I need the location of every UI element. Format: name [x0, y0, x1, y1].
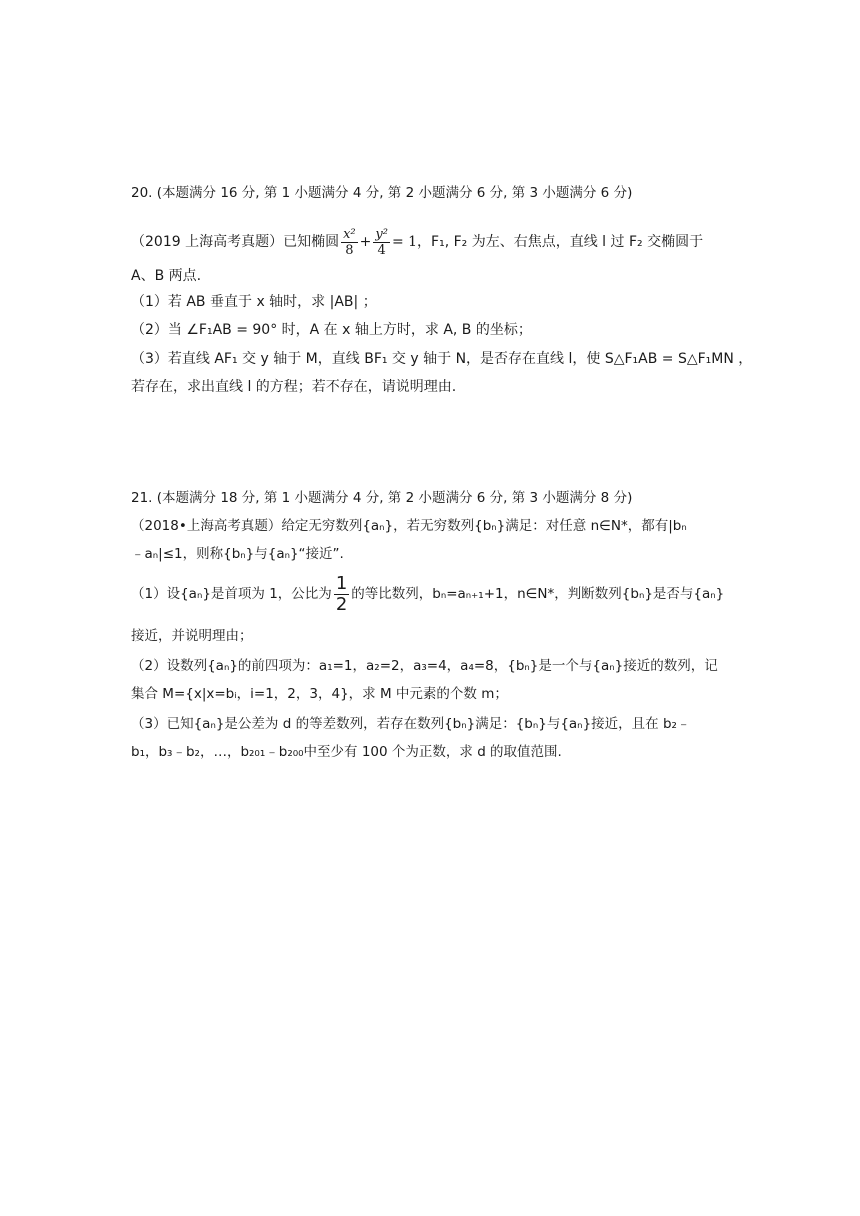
q20-intro-foci: ，F₁, F₂ 为左、右焦点，直线 l 过 F₂ 交椭圆于	[417, 234, 704, 250]
q21-part3-line2: b₁，b₃﹣b₂，…，b₂₀₁﹣b₂₀₀中至少有 100 个为正数，求 d 的取值范围.	[131, 744, 562, 760]
ratio-numerator: 1	[335, 572, 348, 594]
q21-part1-line1	[131, 572, 724, 616]
q21-intro-line2: ﹣aₙ|≤1，则称{bₙ}与{aₙ}“接近”.	[131, 546, 344, 562]
q20-part1: （1）若 AB 垂直于 x 轴时，求 |AB| ；	[131, 294, 377, 310]
q20-intro-line2: A、B 两点.	[131, 268, 202, 284]
ellipse-y-numerator: y²	[375, 226, 388, 242]
q20-part3-line2: 若存在，求出直线 l 的方程；若不存在，请说明理由.	[131, 379, 457, 395]
q20-part2: （2）当 ∠F₁AB = 90° 时，A 在 x 轴上方时，求 A, B 的坐标；	[131, 322, 532, 338]
ellipse-y-denominator: 4	[377, 242, 386, 258]
ellipse-equals: = 1	[391, 234, 418, 250]
q21-part1-line2: 接近，并说明理由；	[131, 628, 253, 644]
q21-part1-post: 的等比数列，bₙ=aₙ₊₁+1，n∈N*，判断数列{bₙ}是否与{aₙ}	[351, 586, 725, 602]
q21-part3-line1: （3）已知{aₙ}是公差为 d 的等差数列，若存在数列{bₙ}满足：{bₙ}与{aₙ}接近，且在 b₂﹣	[131, 716, 691, 732]
q20-intro-pre: （2019 上海高考真题）已知椭圆	[131, 234, 340, 250]
ellipse-x-fraction	[341, 227, 358, 258]
ellipse-x-denominator: 8	[345, 242, 354, 258]
ellipse-x-numerator: x²	[343, 226, 356, 242]
q20-header: 20. (本题满分 16 分, 第 1 小题满分 4 分, 第 2 小题满分 6 分, 第 3 小题满分 6 分)	[131, 185, 633, 201]
q21-intro-line1: （2018•上海高考真题）给定无穷数列{aₙ}，若无穷数列{bₙ}满足：对任意 n∈N*，都有|bₙ	[131, 518, 687, 534]
q20-part3-line1: （3）若直线 AF₁ 交 y 轴于 M，直线 BF₁ 交 y 轴于 N，是否存在直线 l，使 S△F₁AB = S△F₁MN ，	[131, 351, 753, 367]
q21-part2-line2: 集合 M={x|x=bᵢ，i=1，2，3，4}，求 M 中元素的个数 m；	[131, 686, 508, 702]
q21-part2-line1: （2）设数列{aₙ}的前四项为：a₁=1，a₂=2，a₃=4，a₄=8，{bₙ}是一个与{aₙ}接近的数列，记	[131, 658, 718, 674]
ratio-denominator: 2	[335, 593, 348, 615]
q21-part1-pre: （1）设{aₙ}是首项为 1，公比为	[131, 586, 332, 602]
ellipse-y-fraction	[373, 227, 390, 258]
ratio-fraction	[334, 574, 349, 615]
q20-intro-line1: （2019 上海高考真题）已知椭圆 $\frac{\text{x²}}{8}$ + $\frac{\text{y²}}{4}$ = 1，F₁, F₂ 为左、右焦点，直线 l 过 F₂ 交椭圆于	[131, 226, 704, 258]
q21-header: 21. (本题满分 18 分, 第 1 小题满分 4 分, 第 2 小题满分 6 分, 第 3 小题满分 8 分)	[131, 490, 633, 506]
